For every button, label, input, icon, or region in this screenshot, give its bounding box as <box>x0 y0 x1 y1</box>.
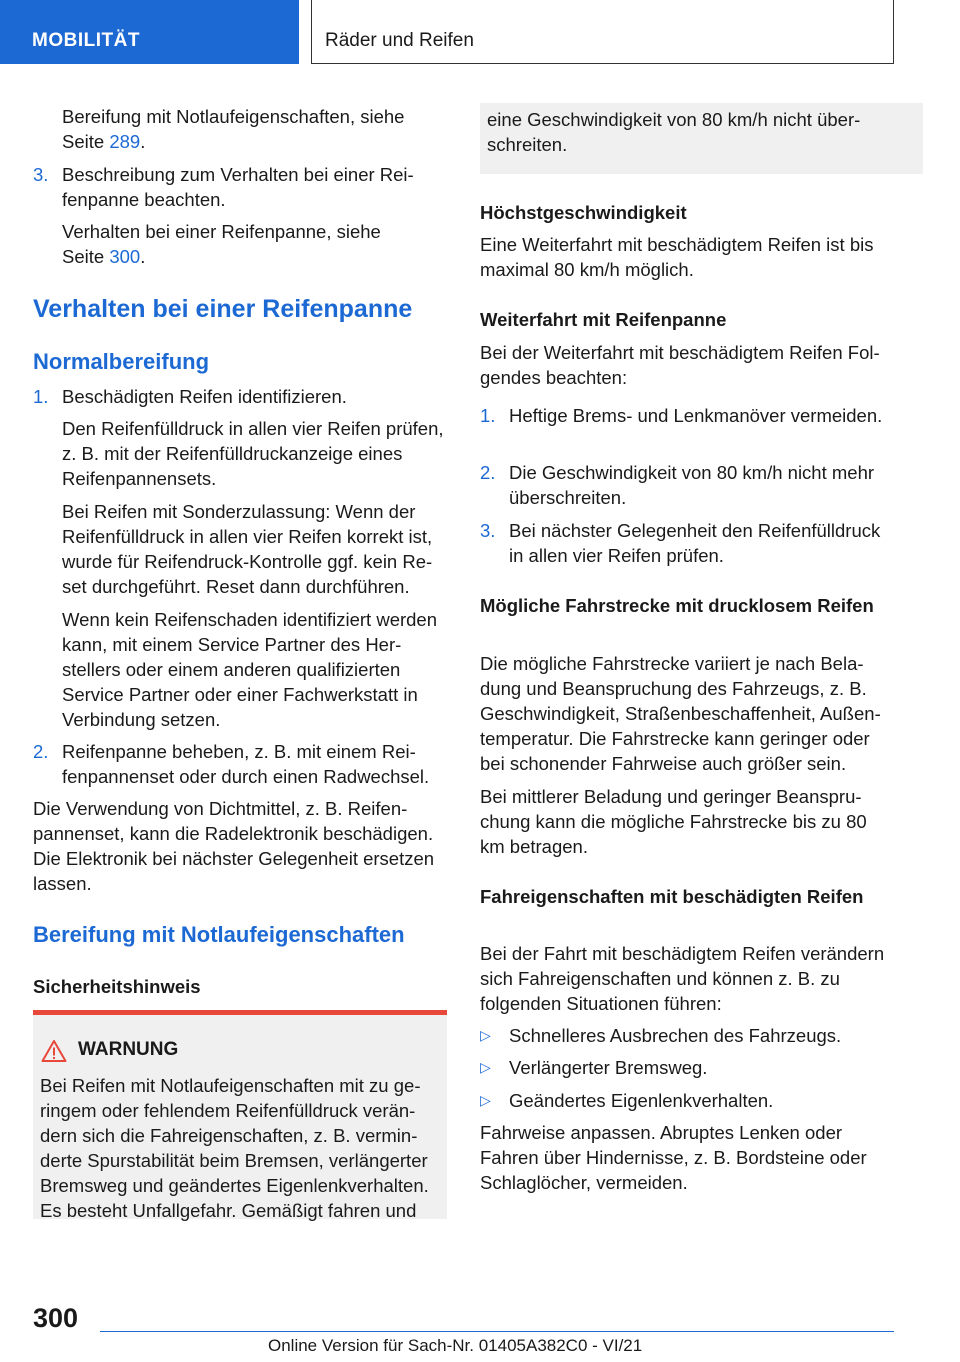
list-text: Heftige Brems- und Lenkmanöver vermeiden. <box>509 405 883 426</box>
paragraph-dichtmittel: Die Verwendung von Dichtmittel, z. B. Reifenpannenset, kann die Radelektronik beschädigen. Die Elektronik bei nächster Gelegenheit ersetzen lassen. <box>33 798 435 894</box>
heading-fahreigenschaften: Fahreigenschaften mit beschädigten Reifen <box>480 886 864 907</box>
footer-version-text: Online Version für Sach-Nr. 01405A382C0 - VI/21 <box>268 1336 643 1355</box>
warning-continuation-text: eine Geschwindigkeit von 80 km/h nicht überschreiten. <box>487 109 861 155</box>
list-text: Beschädigten Reifen identifizieren. <box>62 386 347 407</box>
heading-notlauf: Bereifung mit Notlaufeigenschaften <box>33 922 405 947</box>
heading-moegliche-fahrstrecke: Mögliche Fahrstrecke mit drucklosem Reifen <box>480 595 874 616</box>
text-line: Verhalten bei einer Reifenpanne, siehe <box>62 221 381 242</box>
list-item-1 <box>33 384 447 409</box>
bullet-item-2 <box>480 1055 894 1080</box>
heading-weiterfahrt: Weiterfahrt mit Reifenpanne <box>480 309 727 330</box>
list-item-w2 <box>480 460 894 510</box>
bullet-item-1 <box>480 1023 894 1048</box>
footer-divider <box>100 1331 894 1332</box>
page-number: 300 <box>33 1303 79 1333</box>
list-item-3 <box>33 162 447 212</box>
bullet-item-3 <box>480 1088 894 1113</box>
text-line <box>62 129 447 154</box>
heading-sicherheitshinweis: Sicherheitshinweis <box>33 976 201 997</box>
header-section-label: MOBILITÄT <box>32 30 140 51</box>
list-number: 2. <box>33 741 49 762</box>
paragraph-fahreigenschaften: Bei der Fahrt mit beschädigtem Reifen verändern sich Fahreigenschaften und können z. B. zu folgenden Situationen führen: <box>480 943 885 1014</box>
triangle-bullet-icon: ▷ <box>480 1059 491 1075</box>
text-fragment: Seite <box>62 246 110 267</box>
list-number: 1. <box>480 405 496 426</box>
text-line <box>62 244 447 269</box>
list-text: Reifenpanne beheben, z. B. mit einem Reifenpannenset oder durch einen Radwechsel. <box>62 741 430 787</box>
page-link-300[interactable]: 300 <box>109 246 141 267</box>
bullet-text: Verlängerter Bremsweg. <box>509 1057 708 1078</box>
list-number: 1. <box>33 386 49 407</box>
list-item-1-p2: Bei Reifen mit Sonderzulassung: Wenn der Reifenfülldruck in allen vier Reifen korrekt ist, wurde für Reifendruck-Kontrolle ggf. kein Reset durchgeführt. Reset dann durchführen. <box>62 501 433 597</box>
warning-triangle-icon <box>41 1039 67 1063</box>
text-fragment: . <box>140 131 146 152</box>
triangle-bullet-icon: ▷ <box>480 1092 491 1108</box>
header-chapter-tab <box>311 0 894 64</box>
list-item-2 <box>33 739 447 789</box>
heading-verhalten: Verhalten bei einer Reifenpanne <box>33 295 413 323</box>
paragraph-fahrstrecke-1: Die mögliche Fahrstrecke variiert je nach Beladung und Beanspruchung des Fahrzeugs, z. B. Geschwindigkeit, Straßenbeschaffenheit, Außentemperatur. Die Fahrstrecke kann geringer oder bei schonender Fahrweise auch größer sein. <box>480 653 881 774</box>
list-text: Bei nächster Gelegenheit den Reifenfülldruck in allen vier Reifen prüfen. <box>509 520 881 566</box>
heading-hoechstgeschwindigkeit: Höchstgeschwindigkeit <box>480 202 687 223</box>
page-link-289[interactable]: 289 <box>109 131 141 152</box>
heading-normalbereifung: Normalbereifung <box>33 349 210 374</box>
list-text: Die Geschwindigkeit von 80 km/h nicht mehr überschreiten. <box>509 462 875 508</box>
list-item-1-p3: Wenn kein Reifenschaden identifiziert werden kann, mit einem Service Partner des Herstellers oder einem anderen qualifizierten Service Partner oder einer Fachwerkstatt in Verbindung setzen. <box>62 609 438 730</box>
text-line: Bereifung mit Notlaufeigenschaften, siehe <box>62 106 405 127</box>
list-item-w3 <box>480 518 894 568</box>
paragraph-fahrstrecke-2: Bei mittlerer Beladung und geringer Beanspruchung kann die mögliche Fahrstrecke bis zu 80 km betragen. <box>480 786 867 857</box>
paragraph-notlauf-ref <box>33 104 447 154</box>
list-number: 3. <box>33 164 49 185</box>
bullet-text: Geändertes Eigenlenkverhalten. <box>509 1090 774 1111</box>
warning-title: WARNUNG <box>78 1039 179 1060</box>
list-item-1-p1: Den Reifenfülldruck in allen vier Reifen prüfen, z. B. mit der Reifenfülldruckanzeige eines Reifenpannensets. <box>62 418 444 489</box>
paragraph-weiterfahrt: Bei der Weiterfahrt mit beschädigtem Reifen Folgendes beachten: <box>480 342 880 388</box>
triangle-bullet-icon: ▷ <box>480 1027 491 1043</box>
paragraph-fahrweise: Fahrweise anpassen. Abruptes Lenken oder Fahren über Hindernisse, z. B. Bordsteine oder Schlaglöcher, vermeiden. <box>480 1122 867 1193</box>
warning-continuation-box <box>480 103 923 174</box>
text-fragment: . <box>140 246 146 267</box>
text-fragment: Seite <box>62 131 110 152</box>
list-text: Beschreibung zum Verhalten bei einer Reifenpanne beachten. <box>62 164 414 210</box>
list-item-w1 <box>480 403 894 428</box>
list-item-3-sub <box>33 219 447 269</box>
paragraph-hoechstgeschwindigkeit: Eine Weiterfahrt mit beschädigtem Reifen ist bis maximal 80 km/h möglich. <box>480 234 874 280</box>
warning-text: Bei Reifen mit Notlaufeigenschaften mit zu geringem oder fehlendem Reifenfülldruck verändern sich die Fahreigenschaften, z. B. verminderte Spurstabilität beim Bremsen, verlängerter Bremsweg und geändertes Eigenlenkverhalten. Es besteht Unfallgefahr. Gemäßigt fahren und <box>40 1075 429 1221</box>
header-chapter-label: Räder und Reifen <box>325 30 474 51</box>
warning-box <box>33 1010 447 1219</box>
list-number: 3. <box>480 520 496 541</box>
bullet-text: Schnelleres Ausbrechen des Fahrzeugs. <box>509 1025 842 1046</box>
header-section-tab <box>0 0 299 64</box>
list-number: 2. <box>480 462 496 483</box>
